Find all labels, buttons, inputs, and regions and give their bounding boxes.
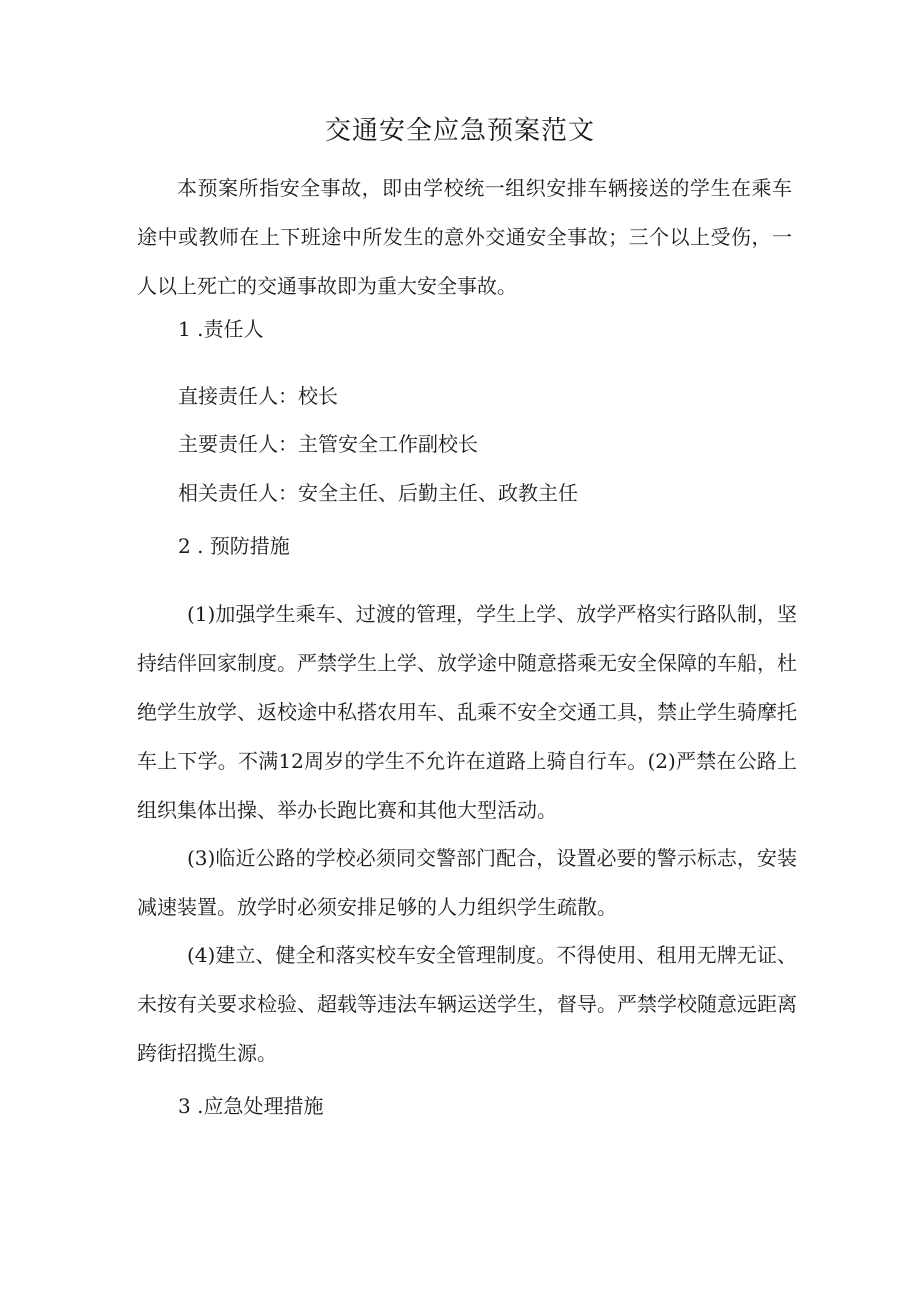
direct-responsible-line: 直接责任人：校长 [178, 384, 338, 408]
section-2-heading: 2 . 预防措施 [178, 534, 290, 558]
section-3-heading: 3 .应急处理措施 [178, 1094, 324, 1118]
related-responsible-line: 相关责任人：安全主任、后勤主任、政教主任 [178, 481, 578, 505]
measure-1-2-paragraph: (1)加强学生乘车、过渡的管理，学生上学、放学严格实行路队制，坚持结伴回家制度。严禁学生上学、放学途中随意搭乘无安全保障的车船，杜绝学生放学、返校途中私搭农用车、乱乘不安全交通工具，禁止学生骑摩托车上下学。不满12周岁的学生不允许在道路上骑自行车。(2)严禁在公路上组织集体出操、举办长跑比赛和其他大型活动。 [137, 602, 797, 822]
document-title: 交通安全应急预案范文 [324, 116, 595, 146]
measure-4-paragraph: (4)建立、健全和落实校车安全管理制度。不得使用、租用无牌无证、未按有关要求检验、超载等违法车辆运送学生，督导。严禁学校随意远距离跨街招揽生源。 [137, 943, 797, 1065]
main-responsible-line: 主要责任人：主管安全工作副校长 [178, 432, 478, 456]
section-1-heading: 1 .责任人 [178, 317, 264, 341]
intro-paragraph: 本预案所指安全事故，即由学校统一组织安排车辆接送的学生在乘车途中或教师在上下班途中所发生的意外交通安全事故；三个以上受伤，一人以上死亡的交通事故即为重大安全事故。 [137, 176, 792, 298]
measure-3-paragraph: (3)临近公路的学校必须同交警部门配合，设置必要的警示标志，安装减速装置。放学时必须安排足够的人力组织学生疏散。 [137, 846, 797, 919]
